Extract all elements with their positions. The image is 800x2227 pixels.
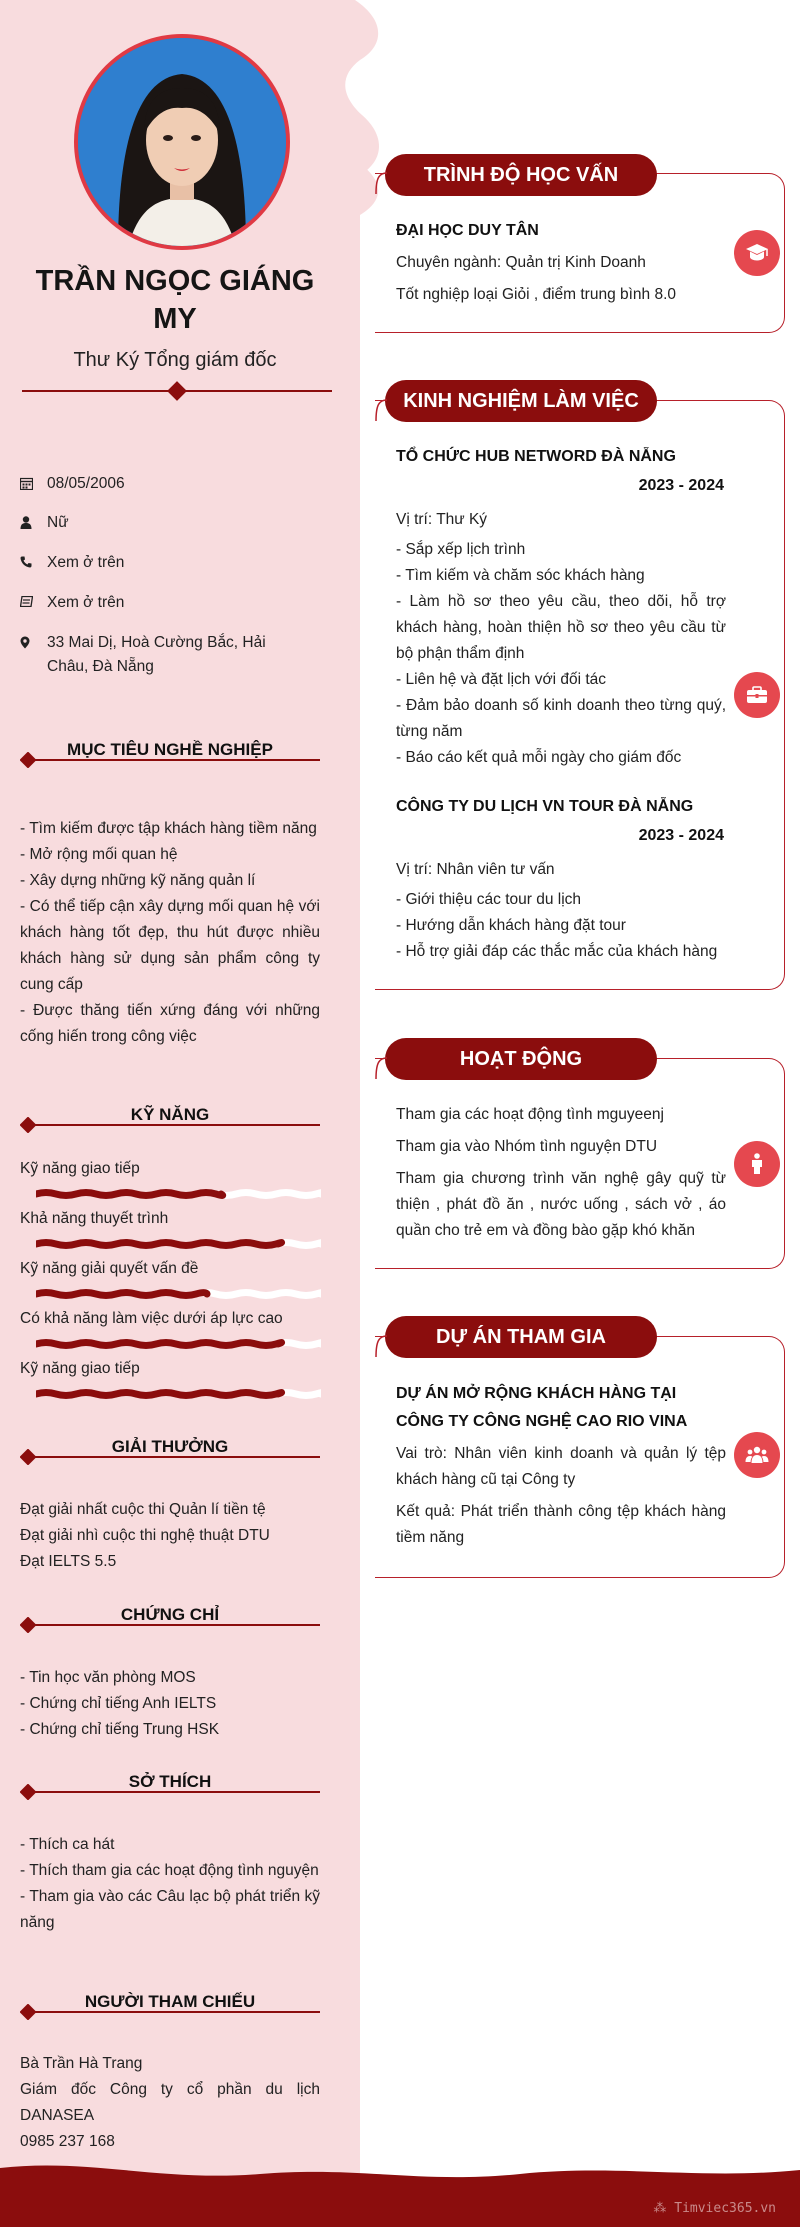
objective-line: - Có thể tiếp cận xây dựng mối quan hệ với khách hàng tốt đẹp, thu hút được nhiều khách hàng sử dụng sản phẩm công ty cung cấp (20, 898, 320, 993)
hobbies-text (20, 1832, 320, 1936)
award-line: Đạt IELTS 5.5 (20, 1553, 117, 1570)
address-value: 33 Mai Dị, Hoà Cường Bắc, Hải Châu, Đà Nẵng (47, 634, 266, 675)
card-corner-curve (375, 1335, 387, 1357)
hobby-line: - Tham gia vào các Câu lạc bộ phát triển kỹ năng (20, 1888, 320, 1931)
objective-line: - Mở rộng mối quan hệ (20, 846, 178, 863)
calendar-icon (20, 472, 47, 496)
briefcase-icon (734, 672, 780, 718)
skill-name: Kỹ năng giao tiếp (20, 1160, 140, 1177)
map-pin-icon (20, 631, 47, 679)
skills-title: KỸ NĂNG (130, 1105, 210, 1124)
avatar (74, 34, 290, 250)
company-name: CÔNG TY DU LỊCH VN TOUR ĐÀ NẴNG (396, 798, 694, 815)
certificate-line: - Tin học văn phòng MOS (20, 1669, 196, 1686)
school-name: ĐẠI HỌC DUY TÂN (396, 222, 539, 239)
skill-bar-fill (36, 1193, 223, 1196)
activity-line: Tham gia chương trình văn nghệ gây quỹ từ thiện , phát đồ ăn , nước uống , sách vở , áo quần cho trẻ em và đồng bào gặp khó khăn (396, 1170, 726, 1239)
name-line-2: MY (153, 303, 197, 335)
phone-icon (20, 551, 47, 575)
job-task: - Hướng dẫn khách hàng đặt tour (396, 917, 626, 934)
card-corner-curve (375, 399, 387, 421)
skill-bar (36, 1386, 321, 1402)
gender-row (20, 511, 320, 535)
volunteer-icon (734, 1141, 780, 1187)
job-position: Vị trí: Nhân viên tư vấn (396, 861, 555, 878)
job-years: 2023 - 2024 (638, 827, 724, 844)
skill-bar-fill (36, 1293, 207, 1296)
certificates-text (20, 1665, 320, 1743)
graduation-cap-icon (734, 230, 780, 276)
job-task: - Đảm bảo doanh số kinh doanh theo từng quý, từng năm (396, 697, 726, 740)
name-line-1: TRẦN NGỌC GIÁNG (35, 265, 315, 297)
job-task: - Sắp xếp lịch trình (396, 541, 526, 558)
job-task: - Tìm kiếm và chăm sóc khách hàng (396, 567, 645, 584)
portrait-image (78, 38, 286, 246)
job-task: - Liên hệ và đặt lịch với đối tác (396, 671, 607, 688)
job-task: - Giới thiệu các tour du lịch (396, 891, 582, 908)
job-position: Vị trí: Thư Ký (396, 511, 488, 528)
footer-wave (0, 2160, 800, 2227)
activities-heading: HOẠT ĐỘNG (385, 1038, 657, 1080)
job-task: - Báo cáo kết quả mỗi ngày cho giám đốc (396, 749, 682, 766)
activity-line: Tham gia các hoạt động tình mguyeenj (396, 1106, 664, 1123)
skill-bar (36, 1336, 321, 1352)
references-text (20, 2051, 320, 2155)
job-task: - Làm hồ sơ theo yêu cầu, theo dõi, hỗ trợ khách hàng, hoàn thiện hồ sơ theo yêu cầu từ bộ phận thẩm định (396, 593, 726, 662)
phone-value: Xem ở trên (47, 554, 125, 571)
activity-line: Tham gia vào Nhóm tình nguyện DTU (396, 1138, 658, 1155)
hobbies-heading (20, 1772, 320, 1798)
objective-line: - Tìm kiếm được tập khách hàng tiềm năng (20, 820, 317, 837)
award-line: Đạt giải nhất cuộc thi Quản lí tiền tệ (20, 1501, 266, 1518)
email-row (20, 591, 320, 615)
awards-title: GIẢI THƯỞNG (111, 1437, 229, 1456)
skill-name: Kỹ năng giao tiếp (20, 1360, 140, 1377)
certificates-heading (20, 1605, 320, 1631)
title-divider (22, 381, 332, 401)
full-name (20, 262, 330, 338)
education-major: Chuyên ngành: Quản trị Kinh Doanh (396, 254, 646, 271)
company-name: TỔ CHỨC HUB NETWORD ĐÀ NẴNG (396, 448, 676, 465)
objective-title: MỤC TIÊU NGHỀ NGHIỆP (67, 740, 273, 759)
email-icon (20, 591, 47, 615)
certificates-title: CHỨNG CHỈ (120, 1605, 220, 1624)
skills-heading (20, 1105, 320, 1131)
skill-bar-fill (36, 1343, 282, 1346)
skill-bar (36, 1186, 321, 1202)
skill-bar (36, 1286, 321, 1302)
reference-line: 0985 237 168 (20, 2133, 115, 2150)
person-icon (20, 511, 47, 535)
card-corner-curve (375, 172, 387, 194)
skill-name: Khả năng thuyết trình (20, 1210, 169, 1227)
experience-heading: KINH NGHIỆM LÀM VIỆC (385, 380, 657, 422)
phone-row (20, 551, 320, 575)
job-tasks (396, 887, 726, 965)
activities-text (396, 1102, 726, 1244)
job-tasks (396, 537, 726, 771)
certificate-line: - Chứng chỉ tiếng Anh IELTS (20, 1695, 217, 1712)
project-result: Kết quả: Phát triển thành công tệp khách hàng tiềm năng (396, 1503, 726, 1546)
certificate-line: - Chứng chỉ tiếng Trung HSK (20, 1721, 220, 1738)
watermark-text: Timviec365.vn (674, 2201, 776, 2216)
awards-heading (20, 1437, 320, 1463)
awards-text (20, 1497, 320, 1575)
birthday-row (20, 472, 320, 496)
reference-line: Giám đốc Công ty cổ phần du lịch DANASEA (20, 2081, 320, 2124)
skill-bar-fill (36, 1393, 282, 1396)
address-row (20, 631, 280, 679)
job-years: 2023 - 2024 (638, 477, 724, 494)
project-role: Vai trò: Nhân viên kinh doanh và quản lý tệp khách hàng cũ tại Công ty (396, 1445, 726, 1488)
team-icon (734, 1432, 780, 1478)
hobby-line: - Thích ca hát (20, 1836, 115, 1853)
gender-value: Nữ (47, 514, 69, 531)
job-title: Thư Ký Tổng giám đốc (73, 349, 277, 371)
email-value: Xem ở trên (47, 594, 125, 611)
objective-line: - Xây dựng những kỹ năng quản lí (20, 872, 256, 889)
education-result: Tốt nghiệp loại Giỏi , điểm trung bình 8.0 (396, 286, 677, 303)
projects-heading: DỰ ÁN THAM GIA (385, 1316, 657, 1358)
hobby-line: - Thích tham gia các hoạt động tình nguyện (20, 1862, 319, 1879)
project-title: DỰ ÁN MỞ RỘNG KHÁCH HÀNG TẠI CÔNG TY CÔNG NGHỆ CAO RIO VINA (396, 1385, 688, 1430)
birthday-value: 08/05/2006 (47, 475, 125, 492)
card-corner-curve (375, 1057, 387, 1079)
objective-heading (20, 740, 320, 766)
education-heading: TRÌNH ĐỘ HỌC VẤN (385, 154, 657, 196)
objective-line: - Được thăng tiến xứng đáng với những cống hiến trong công việc (20, 1002, 320, 1045)
reference-line: Bà Trần Hà Trang (20, 2055, 143, 2072)
skill-bar-fill (36, 1243, 282, 1246)
award-line: Đạt giải nhì cuộc thi nghệ thuật DTU (20, 1527, 270, 1544)
references-heading (20, 1992, 320, 2018)
objective-text (20, 816, 320, 1050)
hobbies-title: SỞ THÍCH (128, 1772, 212, 1791)
watermark: ⁂ Timviec365.vn (653, 2201, 776, 2216)
references-title: NGƯỜI THAM CHIẾU (84, 1992, 256, 2011)
skill-name: Có khả năng làm việc dưới áp lực cao (20, 1310, 283, 1327)
job-task: - Hỗ trợ giải đáp các thắc mắc của khách hàng (396, 943, 718, 960)
skill-name: Kỹ năng giải quyết vấn đề (20, 1260, 199, 1277)
skill-bar (36, 1236, 321, 1252)
